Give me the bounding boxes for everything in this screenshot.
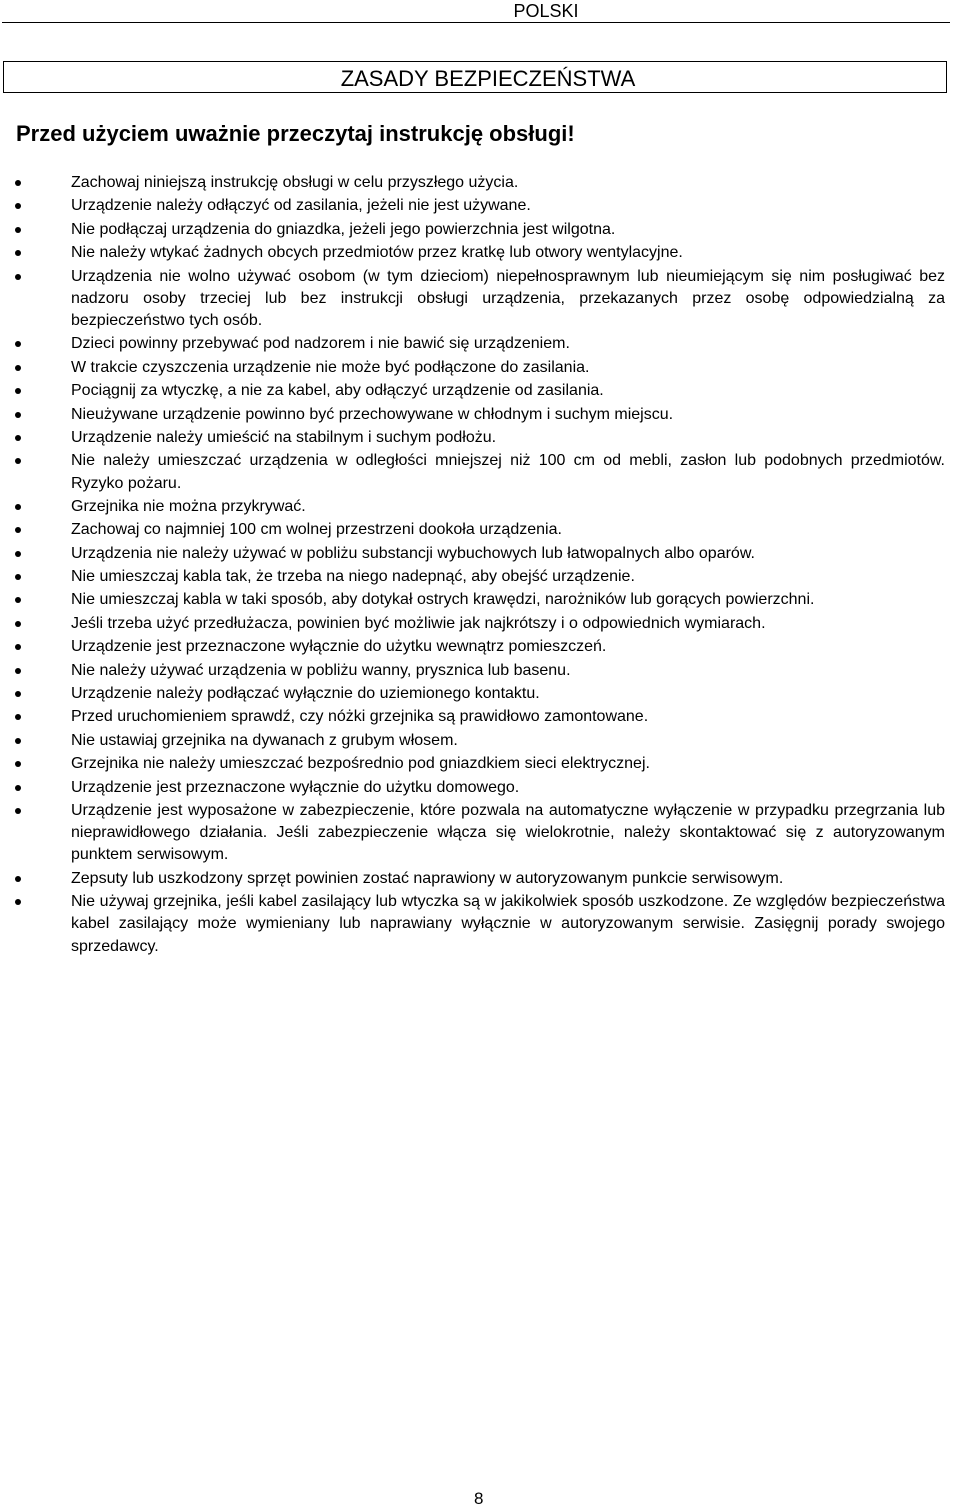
list-item-text: Urządzenie należy odłączyć od zasilania, jeżeli nie jest używane.: [71, 197, 531, 215]
list-item-text: Jeśli trzeba użyć przedłużacza, powinien być możliwie jak najkrótszy i o odpowiednich wymiarach.: [71, 614, 766, 632]
list-item-text: Nie podłączaj urządzenia do gniazdka, jeżeli jego powierzchnia jest wilgotna.: [71, 220, 616, 238]
bullet-icon: [15, 341, 21, 347]
list-item-text: Urządzenie należy podłączać wyłącznie do uziemionego kontaktu.: [71, 685, 540, 703]
list-item: [0, 266, 945, 333]
list-item: [0, 333, 945, 355]
list-item: [0, 660, 945, 682]
bullet-icon: [15, 668, 21, 674]
list-item-text: Nie należy umieszczać urządzenia w odległości mniejszej niż 100 cm od mebli, zasłon lub podobnych przedmiotów. Ryzyko pożaru.: [71, 452, 945, 492]
bullet-icon: [15, 365, 21, 371]
list-item-text: Urządzenia nie wolno używać osobom (w tym dzieciom) niepełnosprawnym lub nieumiejącym się nim posługiwać bez nadzoru osoby trzeciej lub bez instrukcji obsługi urządzenia, przekazanych przez osobę odpowiedzialną za bezpieczeństwo tych osób.: [71, 267, 945, 329]
list-item: [0, 450, 945, 494]
list-item-text: W trakcie czyszczenia urządzenie nie może być podłączone do zasilania.: [71, 358, 590, 376]
list-item-text: Urządzenie jest wyposażone w zabezpieczenie, które pozwala na automatyczne wyłączenie w przypadku przegrzania lub nieprawidłowego działania. Jeśli zabezpieczenie włącza się wielokrotnie, należy skontaktować się z autoryzowanym punktem serwisowym.: [71, 801, 945, 864]
list-item-text: Nie ustawiaj grzejnika na dywanach z grubym włosem.: [71, 731, 458, 749]
list-item: [0, 404, 945, 426]
list-item: [0, 891, 945, 958]
list-item-text: Grzejnika nie można przykrywać.: [71, 497, 306, 515]
bullet-icon: [15, 644, 21, 650]
bullet-icon: [15, 412, 21, 418]
list-item: [0, 380, 945, 402]
bullet-icon: [15, 691, 21, 697]
list-item: [0, 589, 945, 611]
list-item: [0, 613, 945, 635]
bullet-icon: [15, 458, 21, 464]
list-item-text: Urządzenia nie należy używać w pobliżu substancji wybuchowych lub łatwopalnych albo oparów.: [71, 544, 755, 562]
list-item-text: Zachowaj co najmniej 100 cm wolnej przestrzeni dookoła urządzenia.: [71, 521, 562, 539]
list-item: [0, 242, 945, 264]
list-item-text: Urządzenie należy umieścić na stabilnym i suchym podłożu.: [71, 428, 497, 446]
list-item: [0, 800, 945, 867]
page-title: ZASADY BEZPIECZEŃSTWA: [340, 66, 636, 91]
list-item-text: Nie należy wtykać żadnych obcych przedmiotów przez kratkę lub otwory wentylacyjne.: [71, 244, 683, 262]
bullet-icon: [15, 435, 21, 441]
bullet-icon: [15, 274, 21, 280]
list-item-text: Pociągnij za wtyczkę, a nie za kabel, aby odłączyć urządzenie od zasilania.: [71, 382, 604, 400]
bullet-icon: [15, 527, 21, 533]
list-item: [0, 357, 945, 379]
safety-rules-list: [0, 172, 960, 959]
list-item: [0, 868, 945, 890]
bullet-icon: [15, 761, 21, 767]
list-item-text: Nie należy używać urządzenia w pobliżu wanny, prysznica lub basenu.: [71, 661, 571, 679]
list-item: [0, 566, 945, 588]
list-item-text: Urządzenie jest przeznaczone wyłącznie do użytku domowego.: [71, 778, 520, 796]
list-item-text: Dzieci powinny przebywać pod nadzorem i nie bawić się urządzeniem.: [71, 335, 570, 353]
list-item-text: Nie umieszczaj kabla w taki sposób, aby dotykał ostrych krawędzi, narożników lub gorących powierzchni.: [71, 591, 815, 609]
header-divider: [2, 22, 950, 23]
subtitle: Przed użyciem uważnie przeczytaj instrukcję obsługi!: [16, 121, 575, 146]
list-item: [0, 683, 945, 705]
bullet-icon: [15, 621, 21, 627]
list-item: [0, 496, 945, 518]
bullet-icon: [15, 597, 21, 603]
list-item: [0, 427, 945, 449]
list-item: [0, 195, 945, 217]
bullet-icon: [15, 738, 21, 744]
list-item: [0, 730, 945, 752]
title-box: [3, 61, 947, 93]
bullet-icon: [15, 250, 21, 256]
list-item: [0, 219, 945, 241]
bullet-icon: [15, 180, 21, 186]
bullet-icon: [15, 388, 21, 394]
list-item-text: Zepsuty lub uszkodzony sprzęt powinien zostać naprawiony w autoryzowanym punkcie serwisowym.: [71, 869, 784, 887]
list-item-text: Nieużywane urządzenie powinno być przechowywane w chłodnym i suchym miejscu.: [71, 405, 674, 423]
bullet-icon: [15, 203, 21, 209]
bullet-icon: [15, 574, 21, 580]
list-item: [0, 753, 945, 775]
list-item-text: Grzejnika nie należy umieszczać bezpośrednio pod gniazdkiem sieci elektrycznej.: [71, 755, 650, 773]
page-number: 8: [474, 1489, 484, 1508]
bullet-icon: [15, 714, 21, 720]
bullet-icon: [15, 785, 21, 791]
bullet-icon: [15, 876, 21, 882]
list-item: [0, 777, 945, 799]
bullet-icon: [15, 227, 21, 233]
list-item-text: Nie używaj grzejnika, jeśli kabel zasilający lub wtyczka są w jakikolwiek sposób uszkodzone. Ze względów bezpieczeństwa kabel zasilający może wymieniany lub naprawiany wyłącznie w autoryzowanym serwisie. Zasięgnij porady swojego sprzedawcy.: [71, 893, 945, 955]
bullet-icon: [15, 899, 21, 905]
list-item: [0, 543, 945, 565]
bullet-icon: [15, 551, 21, 557]
list-item: [0, 636, 945, 658]
bullet-icon: [15, 808, 21, 814]
list-item: [0, 519, 945, 541]
list-item: [0, 172, 945, 194]
list-item-text: Przed uruchomieniem sprawdź, czy nóżki grzejnika są prawidłowo zamontowane.: [71, 708, 649, 726]
list-item-text: Zachowaj niniejszą instrukcję obsługi w celu przyszłego użycia.: [71, 174, 519, 191]
language-label: POLSKI: [513, 1, 579, 21]
page-header: [0, 0, 960, 22]
list-item: [0, 706, 945, 728]
list-item-text: Nie umieszczaj kabla tak, że trzeba na niego nadepnąć, aby obejść urządzenie.: [71, 568, 635, 586]
list-item-text: Urządzenie jest przeznaczone wyłącznie do użytku wewnątrz pomieszczeń.: [71, 638, 607, 656]
bullet-icon: [15, 504, 21, 510]
